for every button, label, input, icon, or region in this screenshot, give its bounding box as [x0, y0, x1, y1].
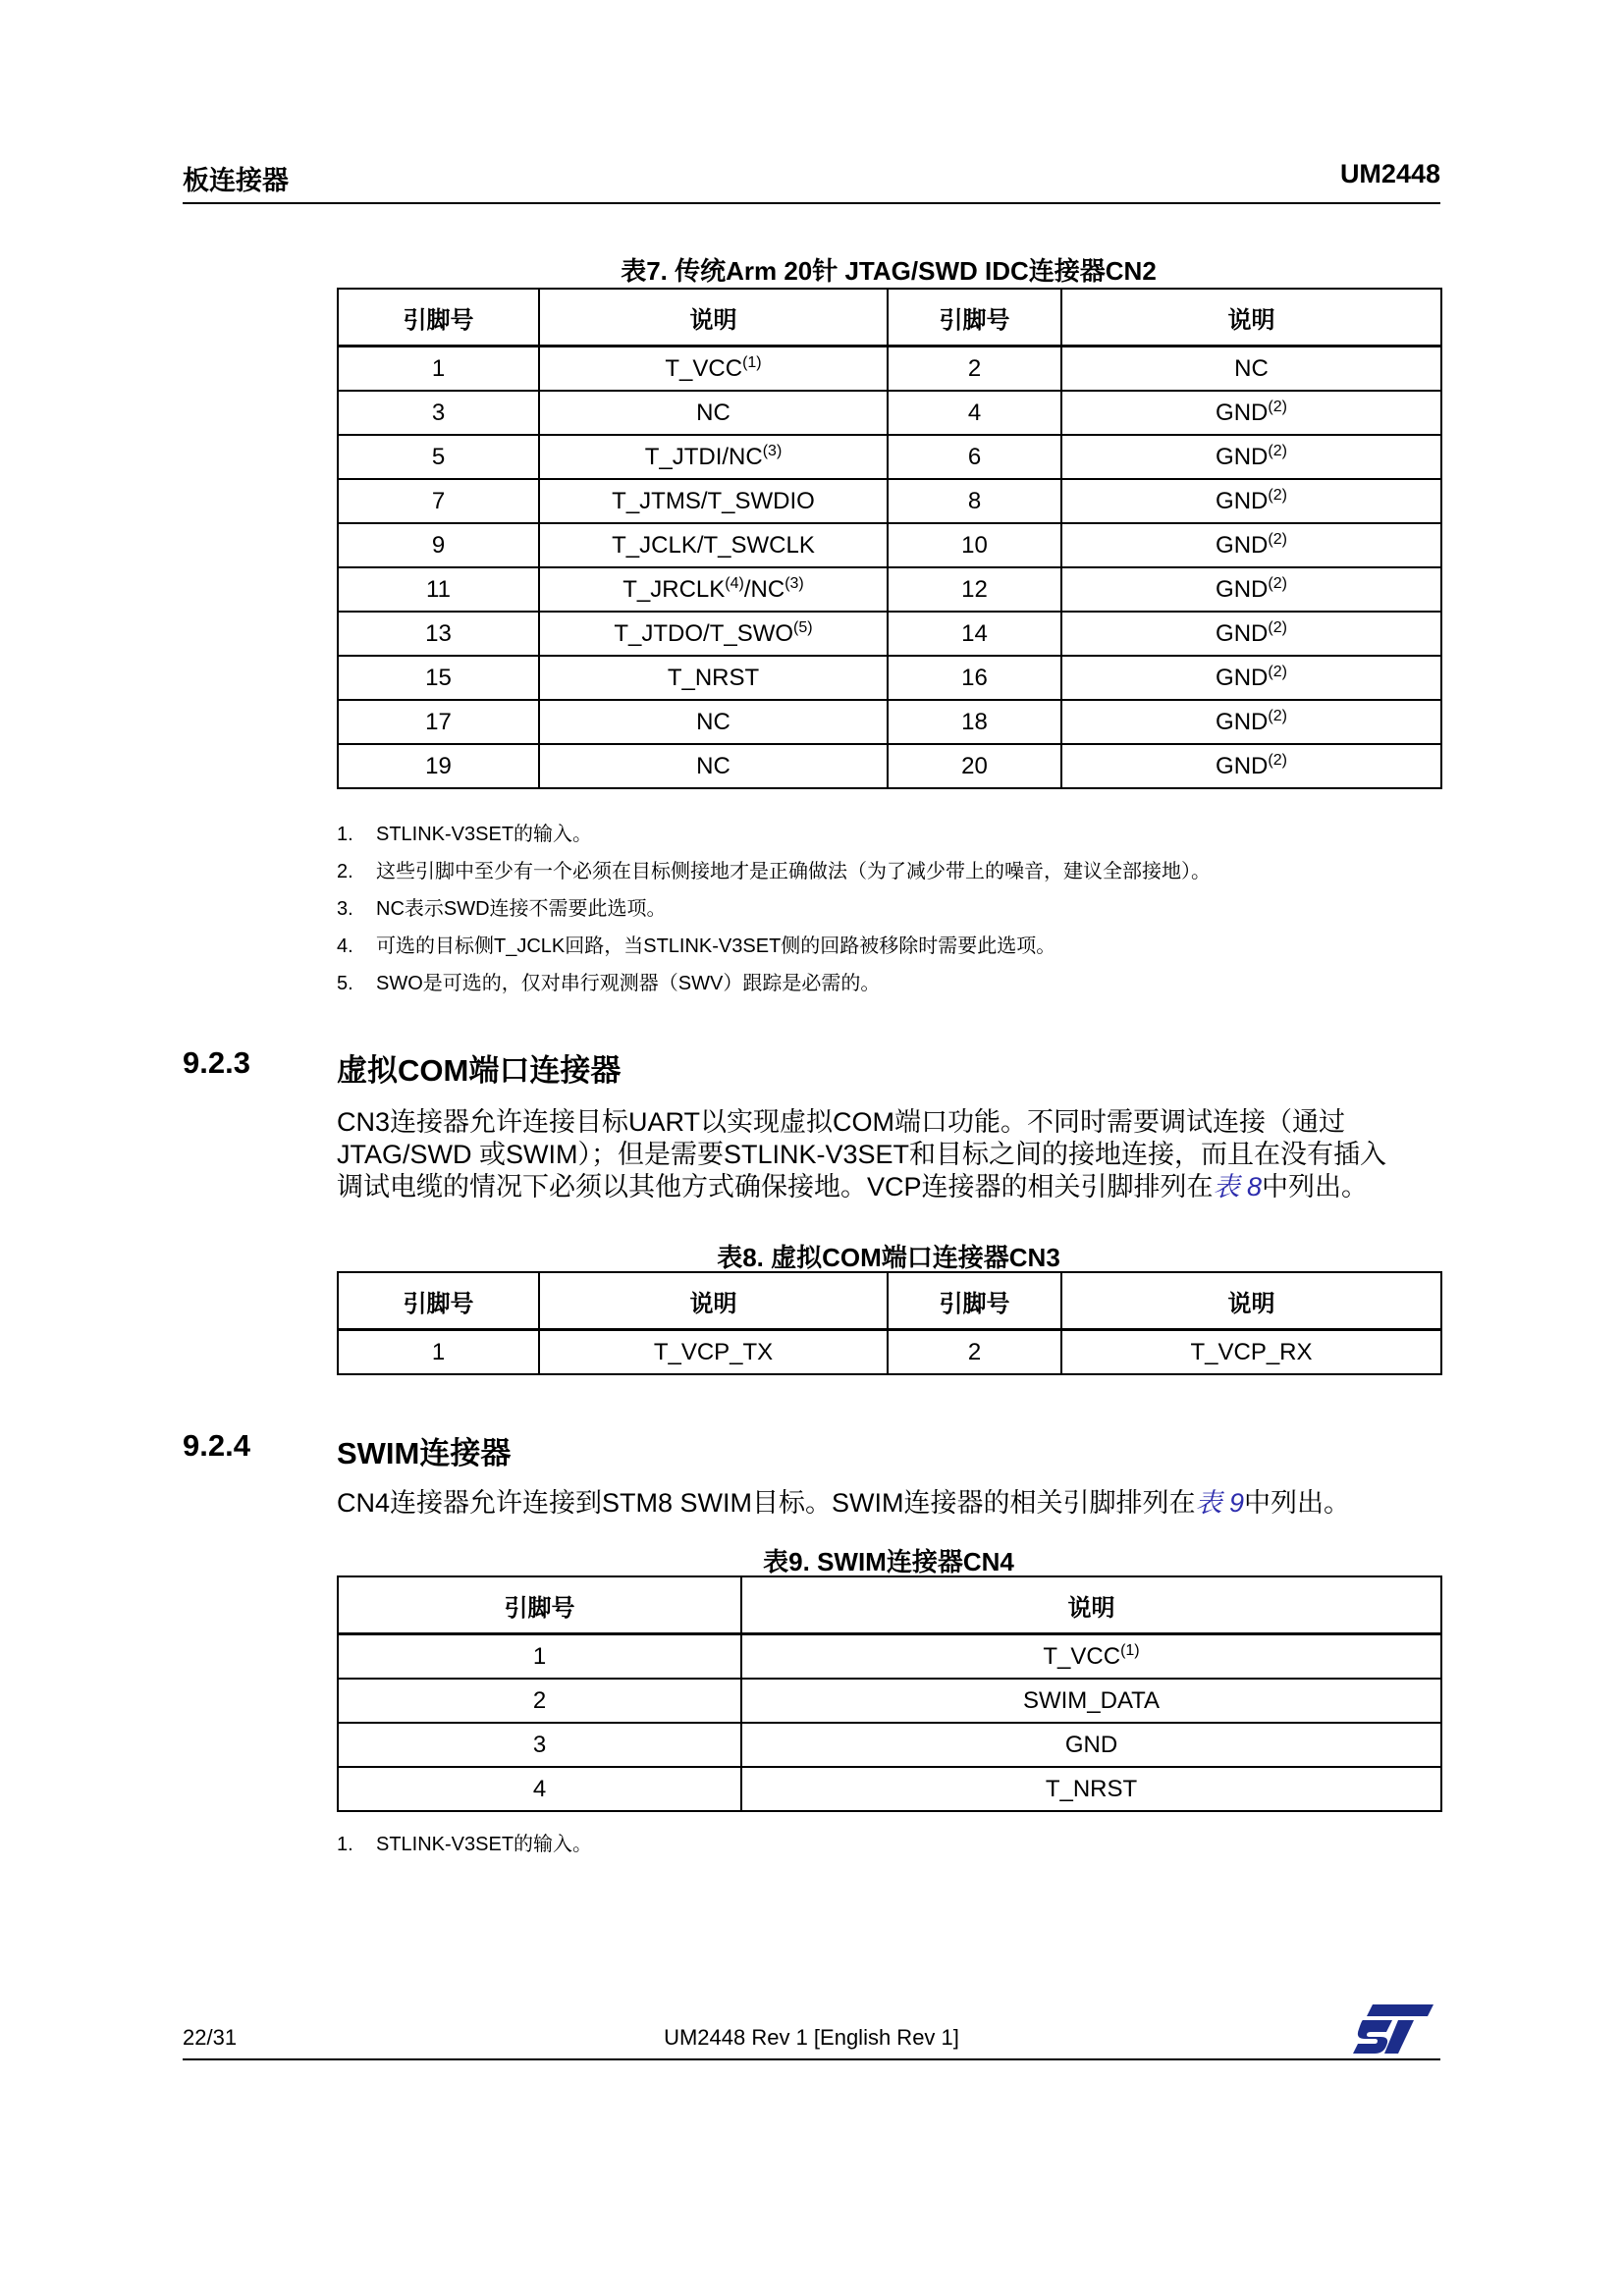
- desc-text: GND: [1216, 487, 1269, 514]
- table-row: [338, 1634, 1441, 1680]
- pin-cell: 20: [888, 744, 1061, 788]
- desc-cell: [1061, 700, 1441, 744]
- header-section-title: 板连接器: [183, 166, 289, 195]
- desc-cell: [539, 347, 888, 392]
- desc-text: T_JRCLK: [622, 575, 726, 603]
- pin-cell: 4: [338, 1767, 741, 1811]
- table7-header-pin-b: 引脚号: [888, 289, 1061, 347]
- desc-text: GND: [1216, 619, 1269, 647]
- desc-text: GND: [1216, 752, 1269, 779]
- footnote-ref: (5): [793, 618, 813, 636]
- footnote-ref: (3): [762, 442, 783, 459]
- table-row: [338, 479, 1441, 523]
- para-line: CN4连接器允许连接到STM8 SWIM目标。SWIM连接器的相关引脚排列在表 9中列出。: [337, 1488, 1351, 1518]
- table8-header-desc-b: 说明: [1061, 1272, 1441, 1330]
- pin-cell: 13: [338, 612, 539, 656]
- pin-cell: 17: [338, 700, 539, 744]
- desc-cell: [1061, 435, 1441, 479]
- table8-header-row: [338, 1272, 1441, 1330]
- desc-text: GND: [1216, 531, 1269, 559]
- table-row: [338, 1679, 1441, 1723]
- footnote: 1. STLINK-V3SET的输入。: [337, 1834, 593, 1855]
- table-row: [338, 391, 1441, 435]
- desc-text: GND: [1216, 399, 1269, 426]
- desc-cell: SWIM_DATA: [741, 1679, 1441, 1723]
- st-logo-bar: [1367, 2004, 1434, 2016]
- desc-text: T_VCC: [665, 354, 743, 382]
- desc-cell: [539, 523, 888, 567]
- desc-cell: [1061, 744, 1441, 788]
- desc-cell: [1061, 567, 1441, 612]
- desc-cell: [539, 435, 888, 479]
- desc-cell: [1061, 479, 1441, 523]
- desc-text: T_VCC: [1043, 1642, 1121, 1670]
- pin-cell: 19: [338, 744, 539, 788]
- table9-link[interactable]: 表 9: [1195, 1488, 1245, 1518]
- table7-header-row: [338, 289, 1441, 347]
- pin-cell: 1: [338, 347, 539, 392]
- pin-cell: 6: [888, 435, 1061, 479]
- footnote-ref: (2): [1268, 663, 1287, 680]
- pin-cell: 11: [338, 567, 539, 612]
- footnote: 5. SWO是可选的，仅对串行观测器（SWV）跟踪是必需的。: [337, 973, 881, 994]
- desc-cell: [539, 700, 888, 744]
- table7-notes: [337, 816, 1211, 1002]
- table7-caption: 表7. 传统Arm 20针 JTAG/SWD IDC连接器CN2: [621, 256, 1157, 286]
- desc-text: NC: [696, 708, 730, 735]
- desc-cell: [1061, 391, 1441, 435]
- st-logo-icon: [1353, 2004, 1434, 2054]
- desc-text: T_NRST: [667, 664, 760, 691]
- pin-cell: 2: [888, 347, 1061, 392]
- footnote-ref: (1): [742, 353, 762, 371]
- desc-cell: [539, 612, 888, 656]
- footnote: 1. STLINK-V3SET的输入。: [337, 824, 593, 845]
- pin-cell: 16: [888, 656, 1061, 700]
- pin-cell: 9: [338, 523, 539, 567]
- page-number: 22/31: [183, 2025, 238, 2050]
- desc-text: T_JTMS/T_SWDIO: [612, 487, 815, 514]
- desc-cell: [1061, 347, 1441, 392]
- desc-cell: GND: [741, 1723, 1441, 1767]
- desc-text: NC: [696, 752, 730, 779]
- header-doc-id: UM2448: [1339, 159, 1440, 188]
- pin-cell: 3: [338, 1723, 741, 1767]
- footnote-ref: (1): [1120, 1641, 1140, 1659]
- para-line: CN3连接器允许连接目标UART以实现虚拟COM端口功能。不同时需要调试连接（通过: [337, 1107, 1346, 1137]
- footnote-ref: (2): [1268, 618, 1287, 636]
- section-title: 虚拟COM端口连接器: [337, 1053, 622, 1088]
- table9: [337, 1575, 1442, 1812]
- desc-text: GND: [1216, 575, 1269, 603]
- table9-notes: [337, 1826, 592, 1863]
- table9-header-desc: 说明: [741, 1576, 1441, 1634]
- table7-header-desc-a: 说明: [539, 289, 888, 347]
- desc-cell: [539, 744, 888, 788]
- table-row: [338, 347, 1441, 392]
- table8-link[interactable]: 表 8: [1213, 1172, 1263, 1201]
- st-logo-s: [1353, 2020, 1392, 2054]
- footer-rule: [183, 2058, 1440, 2060]
- table-row: [338, 523, 1441, 567]
- pin-cell: 10: [888, 523, 1061, 567]
- table9-caption: 表9. SWIM连接器CN4: [763, 1547, 1014, 1576]
- footnote-ref: (2): [1268, 398, 1287, 415]
- para-line: 调试电缆的情况下必须以其他方式确保接地。VCP连接器的相关引脚排列在表 8中列出。: [337, 1172, 1369, 1201]
- desc-cell: [1061, 612, 1441, 656]
- section-number: 9.2.3: [183, 1045, 250, 1080]
- footnote-ref: (2): [1268, 530, 1287, 548]
- table-row: [338, 435, 1441, 479]
- pin-cell: 1: [338, 1330, 539, 1375]
- section-number: 9.2.4: [183, 1428, 250, 1463]
- footnote: 4. 可选的目标侧T_JCLK回路，当STLINK-V3SET侧的回路被移除时需要此选项。: [337, 935, 1056, 957]
- para-line: JTAG/SWD 或SWIM）；但是需要STLINK-V3SET和目标之间的接地连接，而且在没有插入: [337, 1140, 1387, 1169]
- pin-cell: 8: [888, 479, 1061, 523]
- desc-cell: [539, 479, 888, 523]
- table-row: [338, 1723, 1441, 1767]
- table-row: [338, 567, 1441, 612]
- table7: [337, 288, 1442, 789]
- desc-text: T_JTDI/NC: [644, 443, 763, 470]
- pin-cell: 4: [888, 391, 1061, 435]
- pin-cell: 18: [888, 700, 1061, 744]
- desc-cell: [1061, 523, 1441, 567]
- desc-cell: T_VCP_RX: [1061, 1330, 1441, 1375]
- table-row: [338, 744, 1441, 788]
- table-row: [338, 1330, 1441, 1375]
- desc-text: NC: [1234, 354, 1269, 382]
- desc-text: GND: [1216, 443, 1269, 470]
- desc-cell: [1061, 656, 1441, 700]
- pin-cell: 1: [338, 1634, 741, 1680]
- pin-cell: 2: [888, 1330, 1061, 1375]
- pin-cell: 5: [338, 435, 539, 479]
- footnote-ref: (4): [725, 574, 744, 592]
- footnote: 2. 这些引脚中至少有一个必须在目标侧接地才是正确做法（为了减少带上的噪音，建议全部接地）。: [337, 861, 1211, 882]
- section-paragraph: [337, 1487, 1446, 1520]
- pin-cell: 12: [888, 567, 1061, 612]
- desc-cell: T_NRST: [741, 1767, 1441, 1811]
- desc-cell: [539, 567, 888, 612]
- pin-cell: 2: [338, 1679, 741, 1723]
- footnote: 3. NC表示SWD连接不需要此选项。: [337, 898, 667, 920]
- desc-text: GND: [1216, 664, 1269, 691]
- table9-header-row: [338, 1576, 1441, 1634]
- table8-header-pin-b: 引脚号: [888, 1272, 1061, 1330]
- section-title: SWIM连接器: [337, 1436, 512, 1470]
- footnote-ref: (2): [1268, 486, 1287, 504]
- table7-header-pin-a: 引脚号: [338, 289, 539, 347]
- desc-text: GND: [1216, 708, 1269, 735]
- desc-cell: [539, 391, 888, 435]
- footnote-ref: (3): [784, 574, 804, 592]
- table8: [337, 1271, 1442, 1375]
- pin-cell: 15: [338, 656, 539, 700]
- desc-text: NC: [696, 399, 730, 426]
- footnote-ref: (2): [1268, 442, 1287, 459]
- table-row: [338, 656, 1441, 700]
- pin-cell: 14: [888, 612, 1061, 656]
- footnote-ref: (2): [1268, 707, 1287, 724]
- table9-header-pin: 引脚号: [338, 1576, 741, 1634]
- table8-header-pin-a: 引脚号: [338, 1272, 539, 1330]
- section-paragraph: [337, 1106, 1446, 1203]
- table8-caption: 表8. 虚拟COM端口连接器CN3: [717, 1243, 1060, 1272]
- table8-header-desc-a: 说明: [539, 1272, 888, 1330]
- doc-revision: UM2448 Rev 1 [English Rev 1]: [664, 2025, 959, 2050]
- table7-header-desc-b: 说明: [1061, 289, 1441, 347]
- pin-cell: 3: [338, 391, 539, 435]
- desc-cell: T_VCP_TX: [539, 1330, 888, 1375]
- footnote-ref: (2): [1268, 574, 1287, 592]
- desc-cell: [539, 656, 888, 700]
- desc-cell: [741, 1634, 1441, 1680]
- table-row: [338, 700, 1441, 744]
- desc-text-suffix: /NC: [743, 575, 785, 603]
- pin-cell: 7: [338, 479, 539, 523]
- table-row: [338, 612, 1441, 656]
- desc-text: T_JTDO/T_SWO: [614, 619, 794, 647]
- desc-text: T_JCLK/T_SWCLK: [612, 531, 815, 559]
- page-header: [183, 155, 1440, 204]
- table-row: [338, 1767, 1441, 1811]
- footnote-ref: (2): [1268, 751, 1287, 769]
